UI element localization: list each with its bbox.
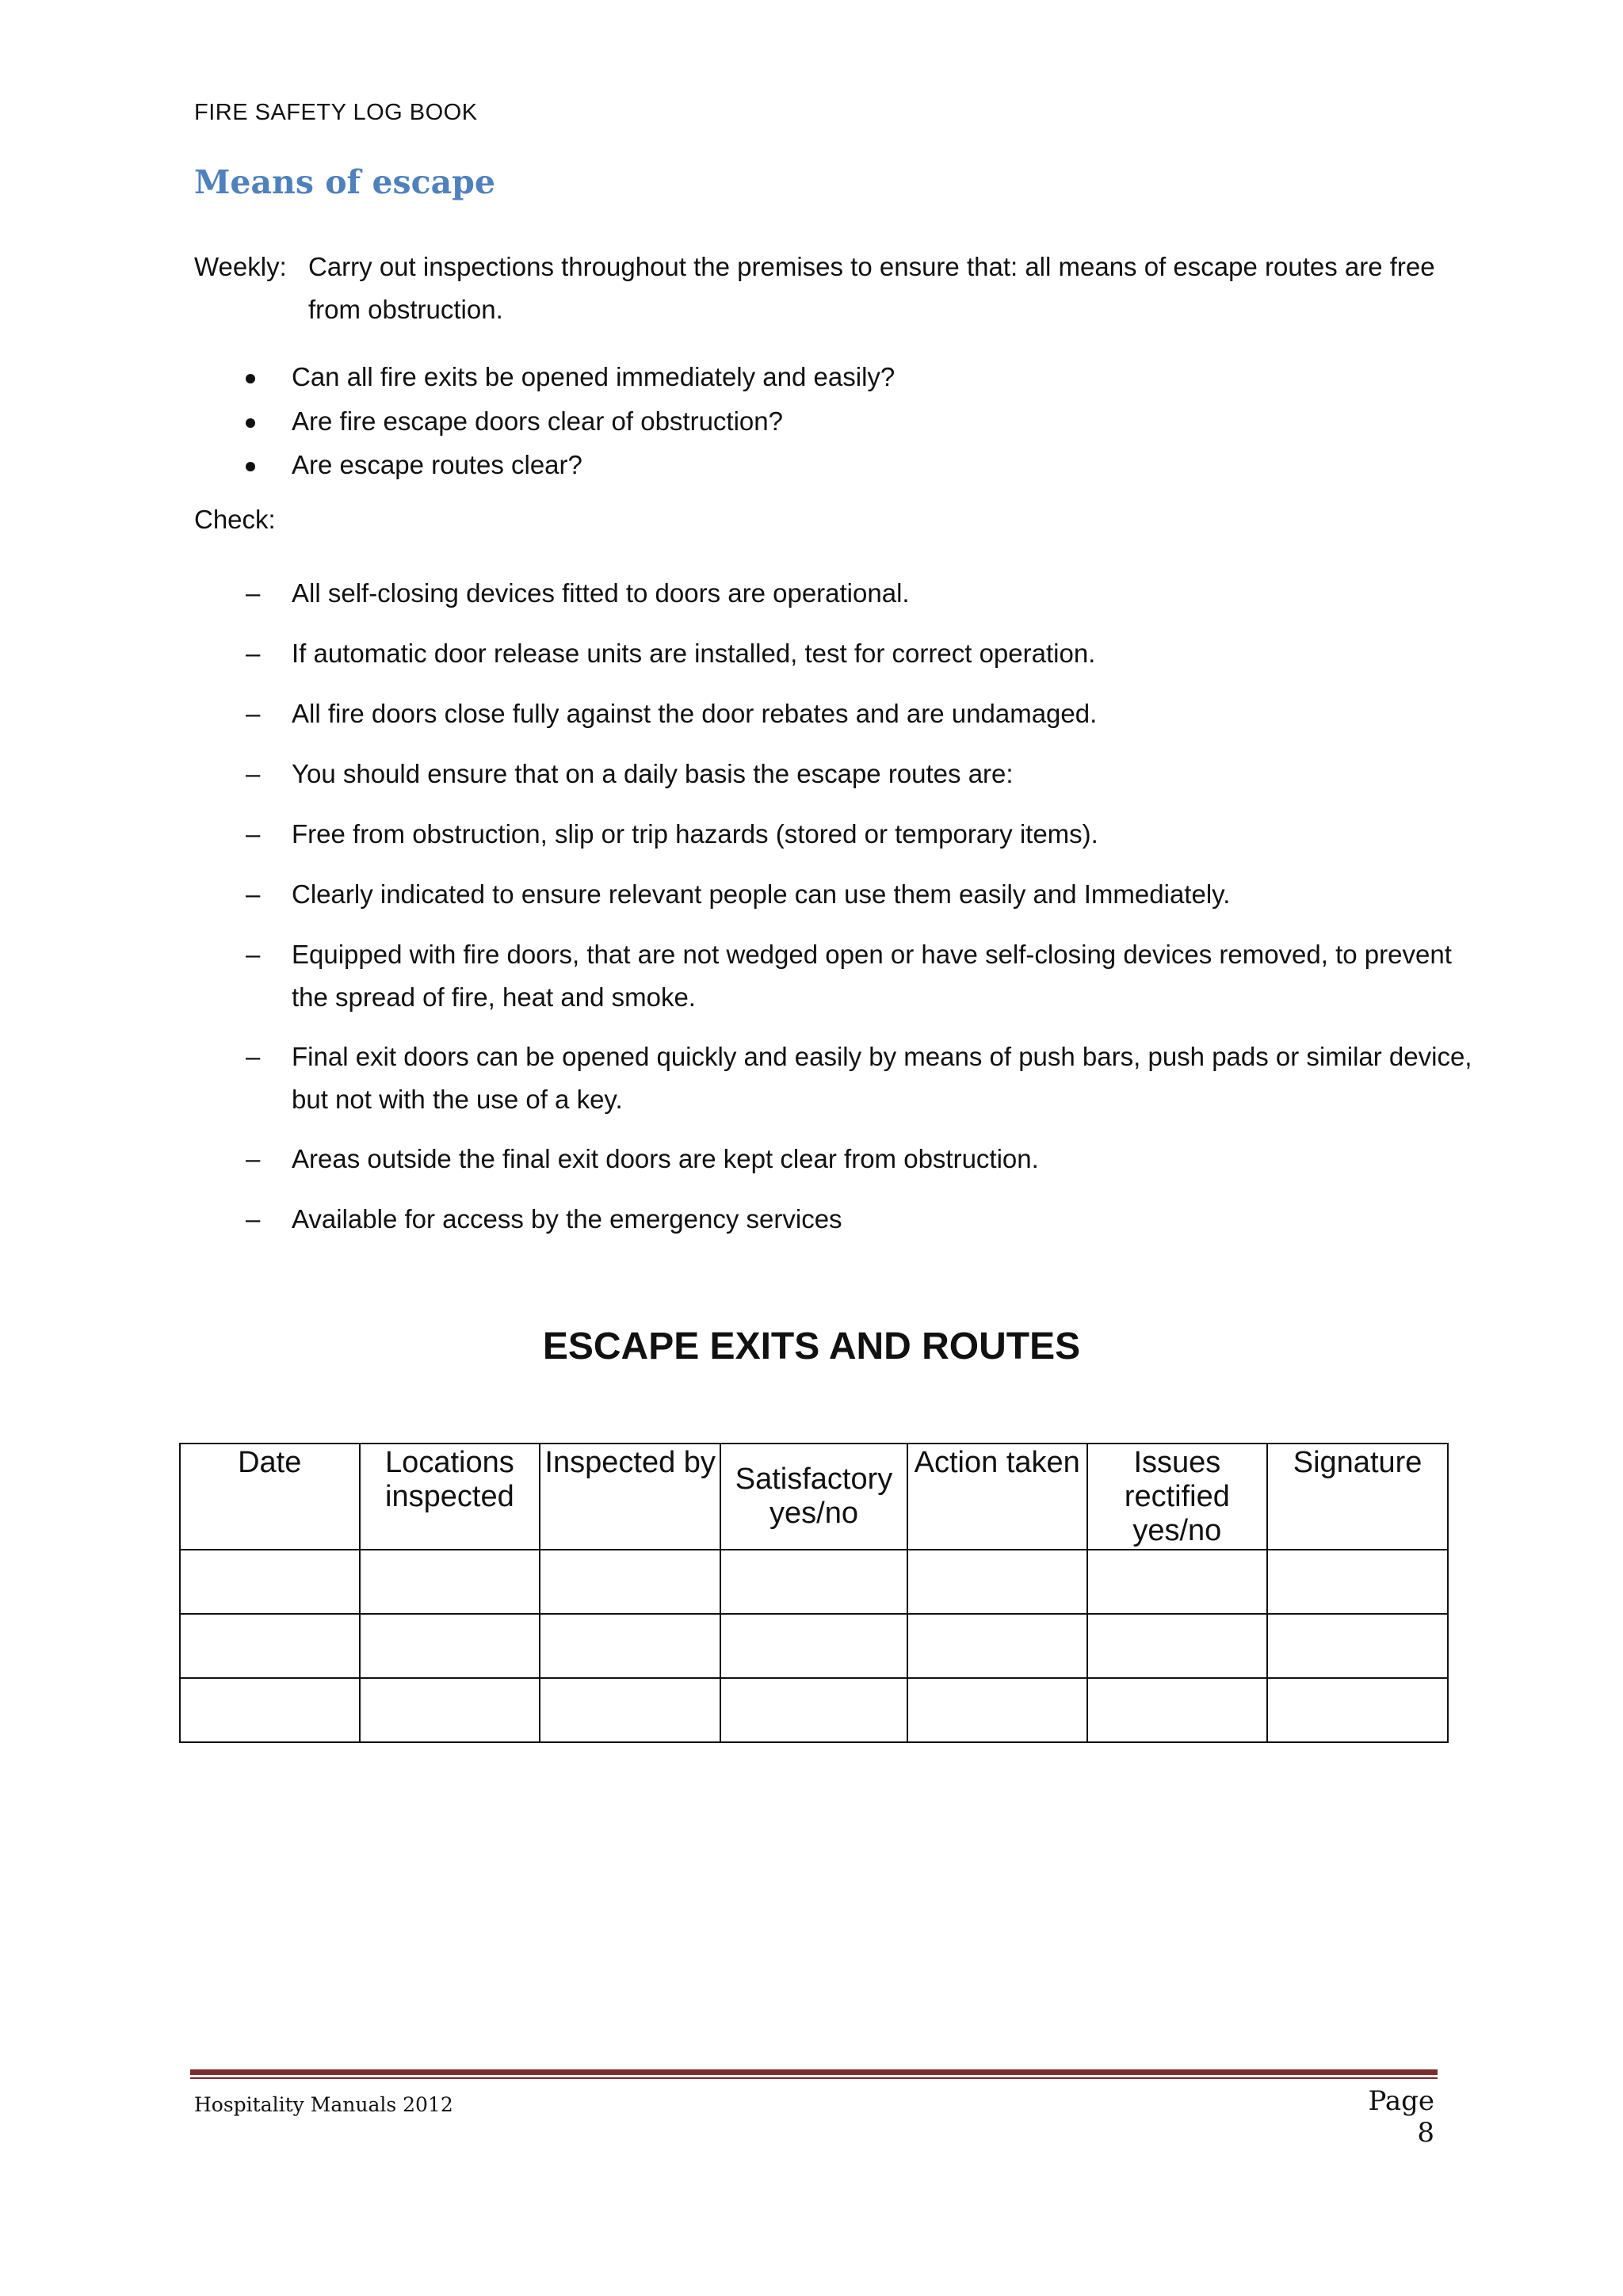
- table-cell[interactable]: [1087, 1678, 1268, 1742]
- dash-marker: –: [246, 699, 261, 728]
- check-text: All self-closing devices fitted to doors are operational.: [292, 578, 910, 608]
- table-cell[interactable]: [360, 1678, 540, 1742]
- table-cell[interactable]: [540, 1678, 720, 1742]
- question-text: Are fire escape doors clear of obstruction?: [292, 406, 783, 436]
- footer-divider-thin: [190, 2077, 1438, 2079]
- table-cell[interactable]: [180, 1614, 360, 1678]
- dash-marker: –: [246, 879, 261, 909]
- check-text: Final exit doors can be opened quickly and easily by means of push bars, push pads or similar device, but not with the use of a key.: [292, 1042, 1472, 1114]
- check-text: All fire doors close fully against the door rebates and are undamaged.: [292, 699, 1098, 728]
- table-cell[interactable]: [1267, 1550, 1448, 1614]
- question-text: Can all fire exits be opened immediately and easily?: [292, 362, 896, 391]
- table-cell[interactable]: [180, 1678, 360, 1742]
- check-text: If automatic door release units are installed, test for correct operation.: [292, 639, 1096, 668]
- weekly-label: Weekly:: [194, 252, 287, 281]
- check-text: You should ensure that on a daily basis the escape routes are:: [292, 759, 1014, 788]
- running-header: FIRE SAFETY LOG BOOK: [194, 100, 478, 125]
- table-row: [180, 1614, 1448, 1678]
- table-cell[interactable]: [720, 1550, 907, 1614]
- table-cell[interactable]: [360, 1614, 540, 1678]
- column-header-date: Date: [180, 1444, 360, 1550]
- dash-marker: –: [246, 940, 261, 969]
- dash-marker: –: [246, 639, 261, 668]
- table-header-row: [180, 1444, 1448, 1550]
- column-header-action-taken: Action taken: [907, 1444, 1087, 1550]
- question-list: [238, 355, 895, 487]
- question-text: Are escape routes clear?: [292, 450, 582, 479]
- bullet-icon: [246, 418, 255, 428]
- section-title: Means of escape: [194, 163, 495, 201]
- dash-marker: –: [246, 578, 261, 608]
- table-cell[interactable]: [907, 1614, 1087, 1678]
- table-cell[interactable]: [720, 1614, 907, 1678]
- weekly-instruction: [194, 246, 1462, 324]
- weekly-text: Carry out inspections throughout the premises to ensure that: all means of escape routes are free from obstruction.: [308, 252, 1435, 324]
- table-cell[interactable]: [907, 1550, 1087, 1614]
- table-cell[interactable]: [1267, 1614, 1448, 1678]
- dash-marker: –: [246, 759, 261, 788]
- check-text: Equipped with fire doors, that are not wedged open or have self-closing devices removed, to prevent the spread of fire, heat and smoke.: [292, 940, 1452, 1012]
- column-header-locations: Locations inspected: [360, 1444, 540, 1550]
- dash-marker: –: [246, 819, 261, 849]
- table-cell[interactable]: [540, 1550, 720, 1614]
- column-header-inspected-by: Inspected by: [540, 1444, 720, 1550]
- table-cell[interactable]: [1087, 1614, 1268, 1678]
- check-text: Areas outside the final exit doors are kept clear from obstruction.: [292, 1144, 1039, 1173]
- column-header-signature: Signature: [1267, 1444, 1448, 1550]
- bullet-icon: [246, 462, 255, 471]
- check-label: Check:: [194, 505, 276, 534]
- footer-divider: [190, 2069, 1438, 2075]
- table-row: [180, 1550, 1448, 1614]
- footer-publisher: Hospitality Manuals 2012: [194, 2093, 453, 2116]
- dash-marker: –: [246, 1204, 261, 1234]
- table-cell[interactable]: [1267, 1678, 1448, 1742]
- table-cell[interactable]: [540, 1614, 720, 1678]
- column-header-satisfactory: Satisfactory yes/no: [720, 1444, 907, 1550]
- question-item: [238, 355, 895, 399]
- escape-routes-table: [179, 1443, 1449, 1743]
- table-cell[interactable]: [360, 1550, 540, 1614]
- table-row: [180, 1678, 1448, 1742]
- question-item: [238, 443, 895, 487]
- dash-marker: –: [246, 1144, 261, 1173]
- table-cell[interactable]: [720, 1678, 907, 1742]
- table-cell[interactable]: [1087, 1550, 1268, 1614]
- dash-marker: –: [246, 1042, 261, 1071]
- column-header-issues-rectified: Issues rectified yes/no: [1087, 1444, 1268, 1550]
- question-item: [238, 399, 895, 444]
- check-text: Free from obstruction, slip or trip hazards (stored or temporary items).: [292, 819, 1098, 849]
- page-number: Page 8: [1368, 2085, 1434, 2149]
- table-cell[interactable]: [907, 1678, 1087, 1742]
- table-title: ESCAPE EXITS AND ROUTES: [542, 1325, 1081, 1367]
- check-text: Clearly indicated to ensure relevant people can use them easily and Immediately.: [292, 879, 1231, 909]
- bullet-icon: [246, 374, 255, 383]
- table-cell[interactable]: [180, 1550, 360, 1614]
- check-text: Available for access by the emergency services: [292, 1204, 842, 1234]
